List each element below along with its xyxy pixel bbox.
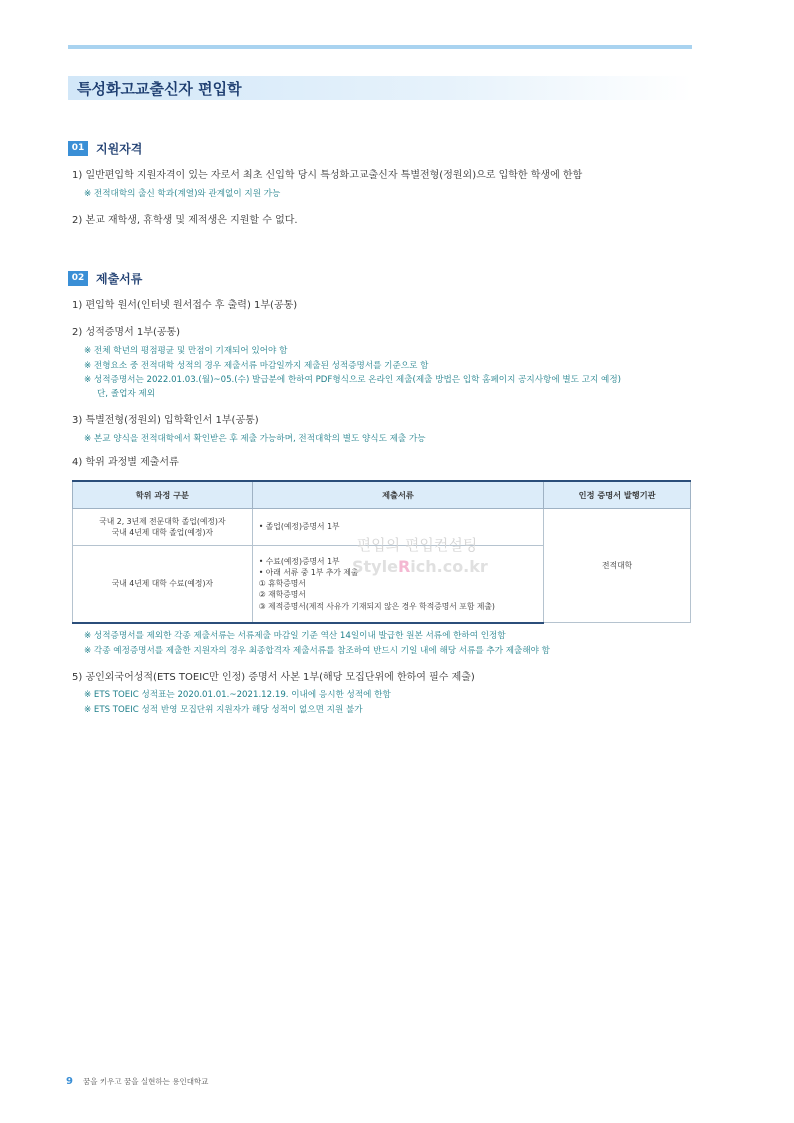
footer-slogan: 꿈을 키우고 꿈을 실현하는 용인대학교 <box>82 1077 209 1086</box>
documents-note: ※ ETS TOEIC 성적표는 2020.01.01.~2021.12.19. 이내에 응시한 성적에 한함 <box>84 690 391 700</box>
page-number: 9 <box>66 1076 73 1087</box>
qualification-item-1: 1) 일반편입학 지원자격이 있는 자로서 최초 신입학 당시 특성화고교출신자 특별전형(정원외)으로 입학한 학생에 한함 <box>72 170 583 181</box>
documents-item-3: 3) 특별전형(정원외) 입학확인서 1부(공통) <box>72 415 259 426</box>
table-header: 학위 과정 구분 <box>73 481 253 509</box>
section-number-badge: 02 <box>68 271 88 286</box>
watermark-brand-part: ich.co.kr <box>410 557 488 576</box>
watermark-brand-part: R <box>397 557 411 576</box>
category-text: 국내 2, 3년제 전문대학 졸업(예정)자 <box>99 517 226 526</box>
documents-item-5: 5) 공인외국어성적(ETS TOEIC만 인정) 증명서 사본 1부(해당 모집단위에 한하여 필수 제출) <box>72 672 475 683</box>
document-line: ① 휴학증명서 <box>258 579 306 589</box>
table-note: ※ 성적증명서를 제외한 각종 제출서류는 서류제출 마감일 기준 역산 14일이내 발급한 원본 서류에 한하여 인정함 <box>84 631 506 641</box>
documents-note: ※ 전체 학년의 평점평균 및 만점이 기재되어 있어야 함 <box>84 346 288 356</box>
table-cell-category: 국내 4년제 대학 수료(예정)자 <box>73 546 253 623</box>
documents-note: ※ 전형요소 중 전적대학 성적의 경우 제출서류 마감일까지 제출된 성적증명서를 기준으로 함 <box>84 361 429 371</box>
section-title: 지원자격 <box>96 142 143 156</box>
watermark-brand-part: Style <box>352 557 398 576</box>
table-row <box>73 509 691 546</box>
table-cell-documents: • 졸업(예정)증명서 1부 <box>252 509 544 546</box>
document-line: • 수료(예정)증명서 1부 <box>258 556 340 566</box>
table-header: 제출서류 <box>252 481 544 509</box>
table-cell-issuer: 전적대학 <box>544 509 691 623</box>
category-text: 국내 4년제 대학 졸업(예정)자 <box>111 528 214 537</box>
page-title: 특성화고교출신자 편입학 <box>77 80 242 98</box>
document-line: • 아래 서류 중 1부 추가 제출 <box>258 567 359 577</box>
documents-table <box>72 480 691 624</box>
table-header: 인정 증명서 발행기관 <box>544 481 691 509</box>
page-title-bar <box>68 76 692 100</box>
documents-note: ※ 본교 양식을 전적대학에서 확인받은 후 제출 가능하며, 전적대학의 별도 양식도 제출 가능 <box>84 434 426 444</box>
table-cell-category <box>73 509 253 546</box>
documents-item-4: 4) 학위 과정별 제출서류 <box>72 457 179 468</box>
qualification-note: ※ 전적대학의 출신 학과(계열)와 관계없이 지원 가능 <box>84 189 281 199</box>
documents-note: ※ 성적증명서는 2022.01.03.(월)~05.(수) 발급분에 한하여 PDF형식으로 온라인 제출(제출 방법은 입학 홈페이지 공지사항에 별도 고지 예정) <box>84 375 621 385</box>
documents-item-2: 2) 성적증명서 1부(공통) <box>72 327 181 338</box>
documents-note-continuation: 단, 졸업자 제외 <box>97 389 156 399</box>
section-title: 제출서류 <box>96 272 143 286</box>
section-number-badge: 01 <box>68 141 88 156</box>
top-rule <box>68 45 692 49</box>
document-line: ③ 제적증명서(제적 사유가 기재되지 않은 경우 학적증명서 포함 제출) <box>258 601 495 611</box>
table-header-row <box>73 481 691 509</box>
table-note: ※ 각종 예정증명서를 제출한 지원자의 경우 최종합격자 제출서류를 참조하여 반드시 기일 내에 해당 서류를 추가 제출해야 함 <box>84 646 550 656</box>
documents-note: ※ ETS TOEIC 성적 반영 모집단위 지원자가 해당 성적이 없으면 지원 불가 <box>84 705 363 715</box>
watermark-text: 편입의 편입컨설팅 <box>356 536 478 554</box>
document-line: ② 재학증명서 <box>258 590 306 600</box>
page-footer <box>66 1076 208 1087</box>
qualification-item-2: 2) 본교 재학생, 휴학생 및 제적생은 지원할 수 없다. <box>72 215 298 226</box>
documents-item-1: 1) 편입학 원서(인터넷 원서접수 후 출력) 1부(공통) <box>72 300 298 311</box>
table-cell-documents <box>252 546 544 623</box>
